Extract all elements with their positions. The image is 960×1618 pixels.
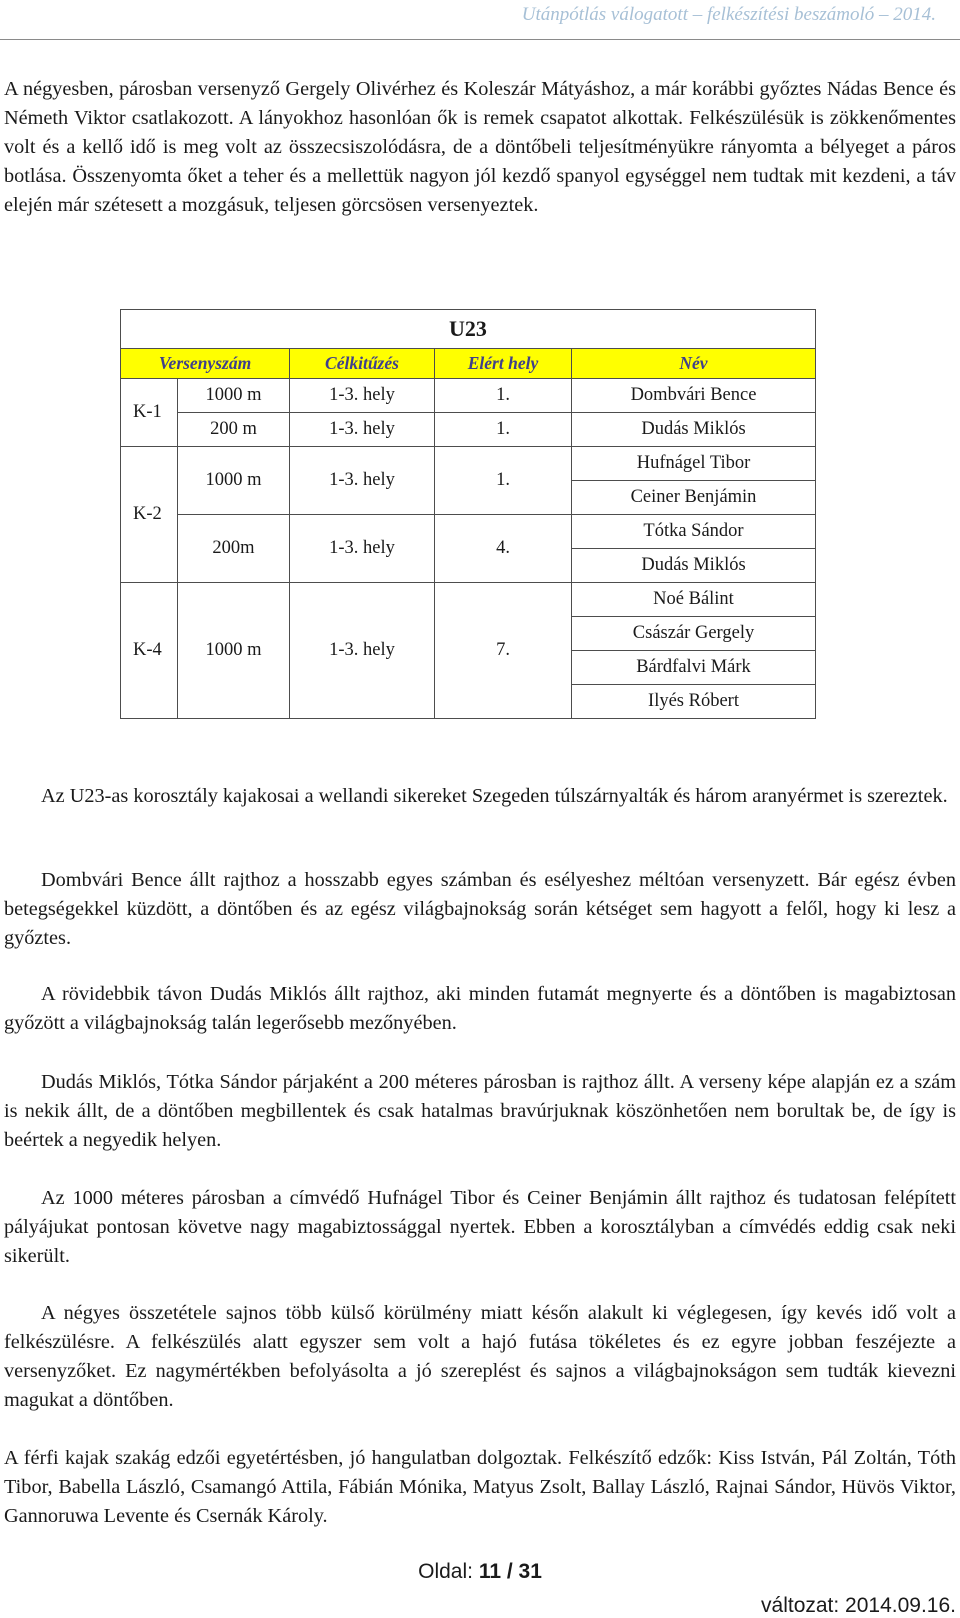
- goal: 1-3. hely: [290, 413, 435, 447]
- paragraph-1: A négyesben, párosban versenyző Gergely Olivérhez és Koleszár Mátyáshoz, a már korábbi győztes Nádas Bence és Németh Viktor csatlakozott. A lányokhoz hasonlóan ők is remek csapatot alkottak. Felkészülésük is zökkenőmentes volt és a kellő idő is meg volt az összecsiszolódásra, de a döntőbeli teljesítményükre rányomta a bélyeget a páros botlása. Összenyomta őket a teher és a mellettük nagyon jól kezdő spanyol egységgel nem tudtak mit kezdeni, a táv elején már szétesett a mozgásuk, teljesen görcsösen versenyeztek.: [4, 78, 956, 216]
- place: 1.: [435, 379, 572, 413]
- goal: 1-3. hely: [290, 447, 435, 515]
- goal: 1-3. hely: [290, 379, 435, 413]
- athlete-name: Tótka Sándor: [572, 515, 816, 549]
- place: 7.: [435, 583, 572, 719]
- header-name: Név: [572, 349, 816, 379]
- header-goal: Célkitűzés: [290, 349, 435, 379]
- header-place: Elért hely: [435, 349, 572, 379]
- paragraph-7: A négyes összetétele sajnos több külső körülmény miatt későn alakult ki véglegesen, így kevés idő volt a felkészülésre. A felkészülés alatt egyszer sem volt a hajó futása tökéletes és ez egyre jobban feszéjezte a versenyzőket. Ez nagymértékben befolyásolta a jó szereplést és sajnos a világbajnokságon sem tudták kievezni magukat a döntőben.: [4, 1302, 956, 1411]
- page-value: 11 / 31: [478, 1560, 542, 1583]
- paragraph-5: Dudás Miklós, Tótka Sándor párjaként a 200 méteres párosban is rajthoz állt. A verseny képe alapján ez a szám is nekik állt, de a döntőben megbillentek és csak hatalmas bravúrjuknak köszönhetően nem borultak be, de így is beértek a negyedik helyen.: [4, 1071, 956, 1151]
- paragraph-6: Az 1000 méteres párosban a címvédő Hufnágel Tibor és Ceiner Benjámin állt rajthoz és tudatosan felépített pályájukat pontosan követve nagy magabiztossággal nyertek. Ebben a korosztályban a címvédés eddig csak neki sikerült.: [4, 1187, 956, 1267]
- athlete-name: Dudás Miklós: [572, 549, 816, 583]
- place: 1.: [435, 447, 572, 515]
- table-title: U23: [121, 310, 816, 349]
- category-k1: K-1: [121, 379, 178, 447]
- table-row: [121, 379, 816, 413]
- athlete-name: Hufnágel Tibor: [572, 447, 816, 481]
- page-label: Oldal:: [418, 1560, 473, 1583]
- athlete-name: Ceiner Benjámin: [572, 481, 816, 515]
- goal: 1-3. hely: [290, 515, 435, 583]
- paragraph-2: Az U23-as korosztály kajakosai a wellandi sikereket Szegeden túlszárnyalták és három aranyérmet is szereztek.: [41, 785, 948, 807]
- version-date: változat: 2014.09.16.: [761, 1594, 956, 1617]
- page-number: [0, 1560, 960, 1584]
- distance: 1000 m: [178, 379, 290, 413]
- table-row: [121, 413, 816, 447]
- header-event: Versenyszám: [121, 349, 290, 379]
- table-header-row: [121, 349, 816, 379]
- table-row: [121, 515, 816, 549]
- paragraph-8: A férfi kajak szakág edzői egyetértésben, jó hangulatban dolgoztak. Felkészítő edzők: Kiss István, Pál Zoltán, Tóth Tibor, Babella László, Csamangó Attila, Fábián Mónika, Matyus Zsolt, Ballay László, Rajnai Sándor, Hüvös Viktor, Gannoruwa Levente és Csernák Károly.: [4, 1447, 956, 1527]
- table-row: [121, 447, 816, 481]
- place: 4.: [435, 515, 572, 583]
- athlete-name: Bárdfalvi Márk: [572, 651, 816, 685]
- athlete-name: Dudás Miklós: [572, 413, 816, 447]
- table-row: [121, 583, 816, 617]
- distance: 1000 m: [178, 583, 290, 719]
- category-k4: K-4: [121, 583, 178, 719]
- distance: 200 m: [178, 413, 290, 447]
- goal: 1-3. hely: [290, 583, 435, 719]
- athlete-name: Noé Bálint: [572, 583, 816, 617]
- paragraph-3: Dombvári Bence állt rajthoz a hosszabb egyes számban és esélyeshez méltóan versenyzett. Bár egész évben betegségekkel küzdött, a döntőben és az egész világbajnokság során kétséget sem hagyott a felől, hogy ki lesz a győztes.: [4, 869, 956, 949]
- athlete-name: Császár Gergely: [572, 617, 816, 651]
- athlete-name: Dombvári Bence: [572, 379, 816, 413]
- distance: 1000 m: [178, 447, 290, 515]
- running-header: Utánpótlás válogatott – felkészítési beszámoló – 2014.: [521, 4, 936, 25]
- u23-results-table: [120, 309, 816, 719]
- header-divider: [0, 39, 960, 40]
- distance: 200m: [178, 515, 290, 583]
- athlete-name: Ilyés Róbert: [572, 685, 816, 719]
- category-k2: K-2: [121, 447, 178, 583]
- place: 1.: [435, 413, 572, 447]
- paragraph-4: A rövidebbik távon Dudás Miklós állt rajthoz, aki minden futamát megnyerte és a döntőben is magabiztosan győzött a világbajnokság talán legerősebb mezőnyében.: [4, 983, 956, 1034]
